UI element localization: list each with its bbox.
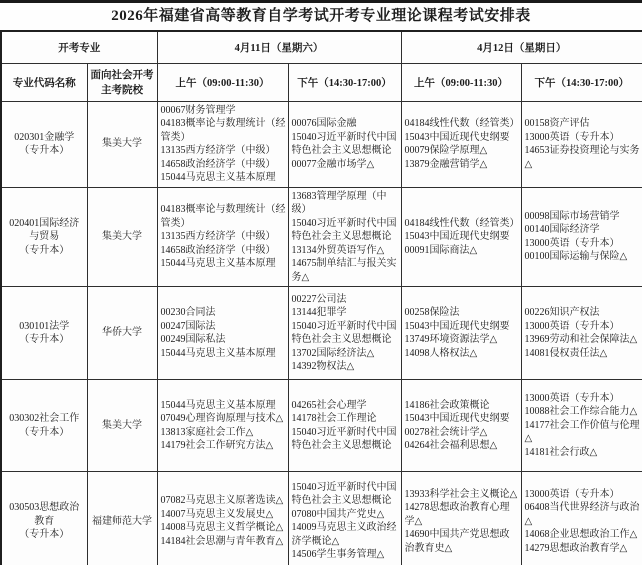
course-item: 06408当代世界经济与政治△ [524, 502, 640, 527]
major-level: （专升本） [19, 145, 70, 156]
major-level: （专升本） [19, 426, 70, 438]
course-item: 00158资产评估 [524, 118, 590, 129]
course-list [521, 380, 642, 472]
course-item: 14278思想政治教育心理学△ [404, 502, 510, 527]
course-item: 00098国际市场营销学 [524, 210, 620, 222]
course-item: 13134外贸英语写作△ [291, 244, 385, 256]
major-name: 030503思想政治教育 [9, 502, 80, 527]
course-item: 13933科学社会主义概论△ [404, 488, 518, 500]
major-code-name [1, 472, 87, 565]
course-item: 00278社会统计学△ [404, 426, 488, 438]
header-row-days [1, 31, 642, 63]
course-item: 13000英语（专升本） [524, 131, 620, 143]
course-item: 07082马克思主义原著选读△ [160, 495, 284, 507]
schedule-body [1, 101, 642, 565]
course-item: 00247国际法 [160, 320, 216, 332]
course-item: 15043中国近现代史纲要 [404, 413, 510, 424]
course-item: 14186社会政策概论 [404, 399, 490, 411]
course-item: 15040习近平新时代中国特色社会主义思想概论 [291, 320, 397, 345]
course-item: 15040习近平新时代中国特色社会主义思想概论 [291, 131, 397, 156]
course-item: 14181社会行政△ [524, 446, 598, 458]
course-item: 10088社会工作综合能力△ [524, 406, 638, 418]
page-title: 2026年福建省高等教育自学考试开考专业理论课程考试安排表 [111, 8, 531, 24]
course-item: 13000英语（专升本） [524, 237, 620, 249]
course-item: 00091国际商法△ [404, 244, 478, 256]
major-name: 020401国际经济与贸易 [9, 217, 80, 242]
course-item: 00249国际私法 [160, 334, 226, 345]
course-item: 14008马克思主义哲学概论△ [160, 522, 284, 534]
major-code-name [1, 101, 87, 187]
course-item: 13000英语（专升本） [524, 488, 620, 500]
course-item: 00077金融市场学△ [291, 158, 375, 170]
course-item: 00100国际运输与保险△ [524, 251, 628, 263]
course-item: 07049心理咨询原理与技术△ [160, 413, 284, 424]
course-item: 14007马克思主义发展史△ [160, 508, 274, 520]
course-list [288, 101, 401, 187]
course-item: 15044马克思主义基本原理 [160, 258, 276, 269]
course-item: 13135西方经济学（中级） [160, 231, 276, 242]
major-level: （专升本） [19, 244, 70, 256]
course-list [401, 380, 521, 472]
course-item: 00258保险法 [404, 307, 460, 318]
course-item: 14653证券投资理论与实务△ [524, 145, 640, 170]
course-item: 13969劳动和社会保障法△ [524, 334, 638, 345]
course-item: 15040习近平新时代中国特色社会主义思想概论 [291, 481, 397, 507]
course-item: 07080中国共产党史△ [291, 508, 385, 520]
exam-schedule-table [0, 30, 642, 565]
course-item: 15043中国近现代史纲要 [404, 131, 510, 143]
course-item: 13000英语（专升本） [524, 392, 620, 404]
course-item: 14658政治经济学（中级） [160, 244, 276, 256]
course-item: 13749环境资源法学△ [404, 334, 498, 345]
course-item: 00140国际经济学 [524, 224, 600, 236]
schedule-row [1, 187, 642, 287]
major-code-name [1, 380, 87, 472]
course-item: 00076国际金融 [291, 118, 357, 129]
schedule-row [1, 472, 642, 565]
course-list [157, 287, 288, 380]
major-name: 020301金融学 [14, 131, 75, 143]
major-level: （专升本） [19, 529, 70, 540]
course-item: 00226知识产权法 [524, 307, 600, 318]
host-university: 集美大学 [87, 101, 157, 187]
course-item: 04184线性代数（经管类） [404, 118, 520, 129]
host-university: 福建师范大学 [87, 472, 157, 565]
course-item: 14184社会思潮与青年教育△ [160, 535, 284, 547]
major-level: （专升本） [19, 334, 70, 345]
course-item: 14009马克思主义政治经济学概论△ [291, 522, 397, 547]
course-item: 04264社会福利思想△ [404, 440, 498, 451]
course-item: 14658政治经济学（中级） [160, 158, 276, 170]
header-day1-am: 上午（09:00-11:30） [157, 63, 288, 101]
course-item: 04265社会心理学 [291, 399, 367, 411]
course-item: 04184线性代数（经管类） [404, 217, 520, 229]
host-university: 集美大学 [87, 380, 157, 472]
major-name: 030101法学 [19, 320, 70, 332]
course-item: 15043中国近现代史纲要 [404, 320, 510, 332]
header-col-school: 面向社会开考主考院校 [87, 63, 157, 101]
course-item: 13683管理学原理（中级） [291, 190, 387, 215]
course-item: 13879金融营销学△ [404, 158, 488, 170]
course-item: 14068企业思想政治工作△ [524, 529, 638, 540]
course-list [288, 380, 401, 472]
course-list [521, 101, 642, 187]
course-item: 15043中国近现代史纲要 [404, 231, 510, 242]
course-item: 13000英语（专升本） [524, 320, 620, 332]
course-item: 14675制单结汇与报关实务△ [291, 258, 397, 283]
course-list [288, 472, 401, 565]
major-code-name [1, 187, 87, 287]
header-major-group: 开考专业 [1, 31, 157, 63]
course-item: 15044马克思主义基本原理 [160, 399, 276, 411]
course-item: 14179社会工作研究方法△ [160, 440, 274, 451]
course-list [521, 287, 642, 380]
course-item: 14098人格权法△ [404, 347, 478, 359]
course-list [157, 380, 288, 472]
course-item: 14279思想政治教育学△ [524, 542, 628, 554]
course-item: 14392物权法△ [291, 361, 355, 372]
course-list [288, 187, 401, 287]
course-list [401, 472, 521, 565]
course-item: 14506学生事务管理△ [291, 549, 385, 561]
schedule-row [1, 380, 642, 472]
course-item: 14177社会工作价值与伦理△ [524, 419, 640, 445]
course-item: 14081侵权责任法△ [524, 347, 608, 359]
header-day2-pm: 下午（14:30-17:00） [521, 63, 642, 101]
course-item: 13135西方经济学（中级） [160, 145, 276, 156]
course-list [157, 472, 288, 565]
course-item: 00079保险学原理△ [404, 145, 488, 156]
host-university: 集美大学 [87, 187, 157, 287]
course-item: 15040习近平新时代中国特色社会主义思想概论 [291, 217, 397, 242]
course-list [521, 472, 642, 565]
course-list [401, 187, 521, 287]
host-university: 华侨大学 [87, 287, 157, 380]
header-day2-am: 上午（09:00-11:30） [401, 63, 521, 101]
major-code-name [1, 287, 87, 380]
course-item: 00230合同法 [160, 307, 216, 318]
header-row-sessions [1, 63, 642, 101]
header-day2: 4月12日（星期日） [401, 31, 642, 63]
course-item: 15044马克思主义基本原理 [160, 172, 276, 183]
course-item: 13702国际经济法△ [291, 347, 375, 359]
major-name: 030302社会工作 [9, 413, 80, 424]
header-day1: 4月11日（星期六） [157, 31, 401, 63]
header-col-code: 专业代码名称 [1, 63, 87, 101]
course-list [401, 101, 521, 187]
course-item: 04183概率论与数理统计（经管类） [160, 118, 286, 143]
course-item: 15044马克思主义基本原理 [160, 347, 276, 359]
header-day1-pm: 下午（14:30-17:00） [288, 63, 401, 101]
course-item: 14690中国共产党思想政治教育史△ [404, 529, 510, 554]
course-list [157, 101, 288, 187]
course-item: 15040习近平新时代中国特色社会主义思想概论 [291, 426, 397, 451]
schedule-row [1, 101, 642, 187]
course-list [157, 187, 288, 287]
course-list [521, 187, 642, 287]
course-list [288, 287, 401, 380]
course-item: 13144犯罪学 [291, 307, 347, 318]
course-item: 14178社会工作理论 [291, 413, 377, 424]
course-item: 00067财务管理学 [160, 104, 236, 116]
course-list [401, 287, 521, 380]
course-item: 13813家庭社会工作△ [160, 426, 254, 438]
course-item: 00227公司法 [291, 293, 347, 305]
schedule-row [1, 287, 642, 380]
course-item: 04183概率论与数理统计（经管类） [160, 204, 286, 229]
